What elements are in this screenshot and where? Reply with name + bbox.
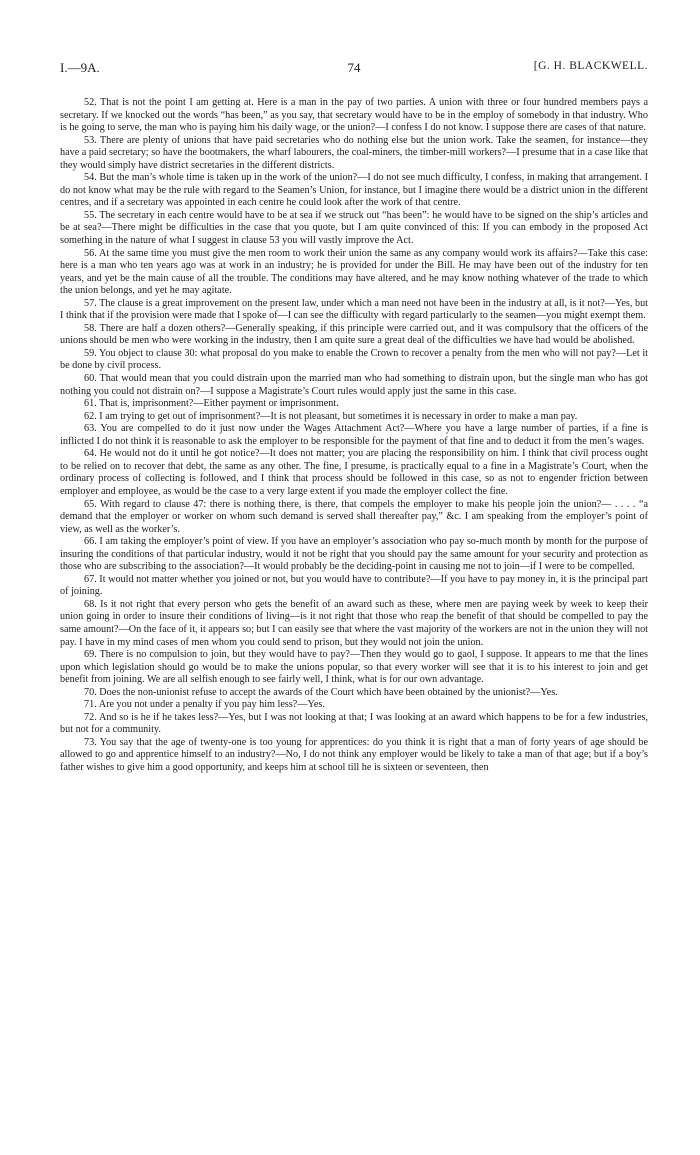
testimony-body: [60, 97, 648, 775]
paragraph-52: 52. That is not the point I am getting at. Here is a man in the pay of two parties. A union with three or four hundred members pays a secretary. If we knocked out the words “has been,” as you say, that secretary would have to be in the employ of somebody in that industry. Who is he going to serve, the man who is paying him his daily wage, or the union?—I confess I do not know. I suppose there are cases of that nature.: [60, 97, 648, 134]
series-label: I.—9A.: [60, 60, 100, 75]
paragraph-72: 72. And so is he if he takes less?—Yes, but I was not looking at that; I was looking at an award which happens to be for a few industries, but not for a community.: [60, 711, 648, 736]
paragraph-66: 66. I am taking the employer’s point of view. If you have an employer’s association who pay so-much month by month for the purpose of insuring the conditions of that particular industry, would it not be right that you should pay the same amount for your security and protection as those who are subscribing to the association?—It would probably be the deciding-point in causing me not to join—if I were to be compelled.: [60, 536, 648, 573]
paragraph-64: 64. He would not do it until he got notice?—It does not matter; you are placing the responsibility on him. I think that civil process ought to be relied on to recover that debt, the same as any other. The fine, I presume, is practically equal to a fine in a Magistrate’s Court, when the ordinary process of collecting is followed, and I think that process should be followed in this case, so as not to engender friction between employer and employee, as would be the case to a very large extent if you made the employer collect the fine.: [60, 448, 648, 497]
paragraph-60: 60. That would mean that you could distrain upon the married man who had something to distrain upon, but the single man who has got nothing you could not distrain on?—I suppose a Magistrate’s Court rules would apply just the same in this case.: [60, 373, 648, 397]
paragraph-62: 62. I am trying to get out of imprisonment?—It is not pleasant, but sometimes it is necessary in order to make a man pay.: [84, 410, 578, 422]
paragraph-55: 55. The secretary in each centre would have to be at sea if we struck out “has been”: he would have to be signed on the ship’s articles and be at sea?—There might be difficulties in the case that you quote, but I am quite convinced of this: If you can embody in the proposed Act something in the nature of what I suggest in clause 53 you will vastly improve the Act.: [60, 209, 648, 247]
paragraph-73: 73. You say that the age of twenty-one is too young for apprentices: do you think it is right that a man of forty years of age should be allowed to go and apprentice himself to an industry?—No, I do not think any employer would be likely to take a man of that age; but if a boy’s father wishes to give him a good opportunity, and keeps him at school till he is sixteen or seventeen, then: [60, 736, 648, 773]
paragraph-70: 70. Does the non-unionist refuse to accept the awards of the Court which have been obtained by the unionist?—Yes.: [84, 686, 558, 698]
paragraph-68: 68. Is it not right that every person who gets the benefit of an award such as these, where men are paying week by week to keep their union going in order to insure their conditions of living—is it not right that those who reap the benefit of that should be compelled to pay the same amount?—On the face of it, it appears so; but I can easily see that where the vast majority of the workers are not in the union they will not pay. I have in my mind cases of men whom you could send to prison, but they would not join the union.: [60, 598, 648, 648]
paragraph-69: 69. There is no compulsion to join, but they would have to pay?—Then they would go to gaol, I suppose. It appears to me that the lines upon which legislation should go would be to make the unions popular, so that every worker will see that it is to his interest to join and get benefit from joining. We are all selfish enough to see fairly well, I think, what is for our own advantage.: [60, 649, 648, 686]
paragraph-59: 59. You object to clause 30: what proposal do you make to enable the Crown to recover a penalty from the men who will not pay?—Let it be done by civil process.: [60, 347, 648, 372]
page-number: 74: [347, 60, 361, 75]
paragraph-71: 71. Are you not under a penalty if you pay him less?—Yes.: [84, 699, 325, 711]
paragraph-67: 67. It would not matter whether you joined or not, but you would have to contribute?—If you have to pay money in, it is the principal part of joining.: [60, 573, 648, 598]
paragraph-57: 57. The clause is a great improvement on the present law, under which a man need not have been in the industry at all, is it not?—Yes, but I think that if the provision were made that I spoke of—I can see the difficulty with regard particularly to the seamen—you might exempt them.: [60, 297, 648, 322]
paragraph-54: 54. But the man’s whole time is taken up in the work of the union?—I do not see much difficulty, I confess, in making that arrangement. I do not know what may be the rule with regard to the Seamen’s Union, for instance, but I imagine there would be a district union in the different centres, and if a secretary was appointed in each centre he could look after the work of that centre.: [60, 172, 648, 209]
paragraph-61: 61. That is, imprisonment?—Either payment or imprisonment.: [84, 398, 339, 410]
paragraph-56: 56. At the same time you must give the men room to work their union the same as any company would work its affairs?—Take this case: here is a man who ten years ago was at work in an industry; he is provided for under the Bill. He may have been out of the industry for ten years, and yet be the main cause of all the trouble. The conditions may have altered, and he may know nothing whatever of the trade to which the union belongs, and yet he may agitate.: [60, 247, 648, 297]
witness-name: [G. H. BLACKWELL.: [533, 60, 648, 72]
page-header: [60, 60, 648, 78]
paragraph-58: 58. There are half a dozen others?—Generally speaking, if this principle were carried out, and it was compulsory that the officers of the unions should be men who were working in the industry, then I am quite sure a great deal of the difficulties we have had would be abolished.: [60, 322, 648, 347]
paragraph-65: 65. With regard to clause 47: there is nothing there, is there, that compels the employer to make his people join the union?— . . . . “a demand that the employer or worker on whom such demand is served shall thereafter pay,” &c. I am speaking from the employer’s point of view, as well as the worker’s.: [60, 498, 648, 535]
paragraph-63: 63. You are compelled to do it just now under the Wages Attachment Act?—Where you have a large number of parties, if a fine is inflicted I do not think it is reasonable to ask the employer to be responsible for the payment of that fine and to deduct it from the men’s wages.: [60, 423, 648, 447]
paragraph-53: 53. There are plenty of unions that have paid secretaries who do nothing else but the union work. Take the seamen, for instance—they have a paid secretary; so have the bootmakers, the wharf labourers, the coal-miners, the timber-mill workers?—I presume that in a case like that they would simply have district secretaries in the different districts.: [60, 134, 648, 171]
